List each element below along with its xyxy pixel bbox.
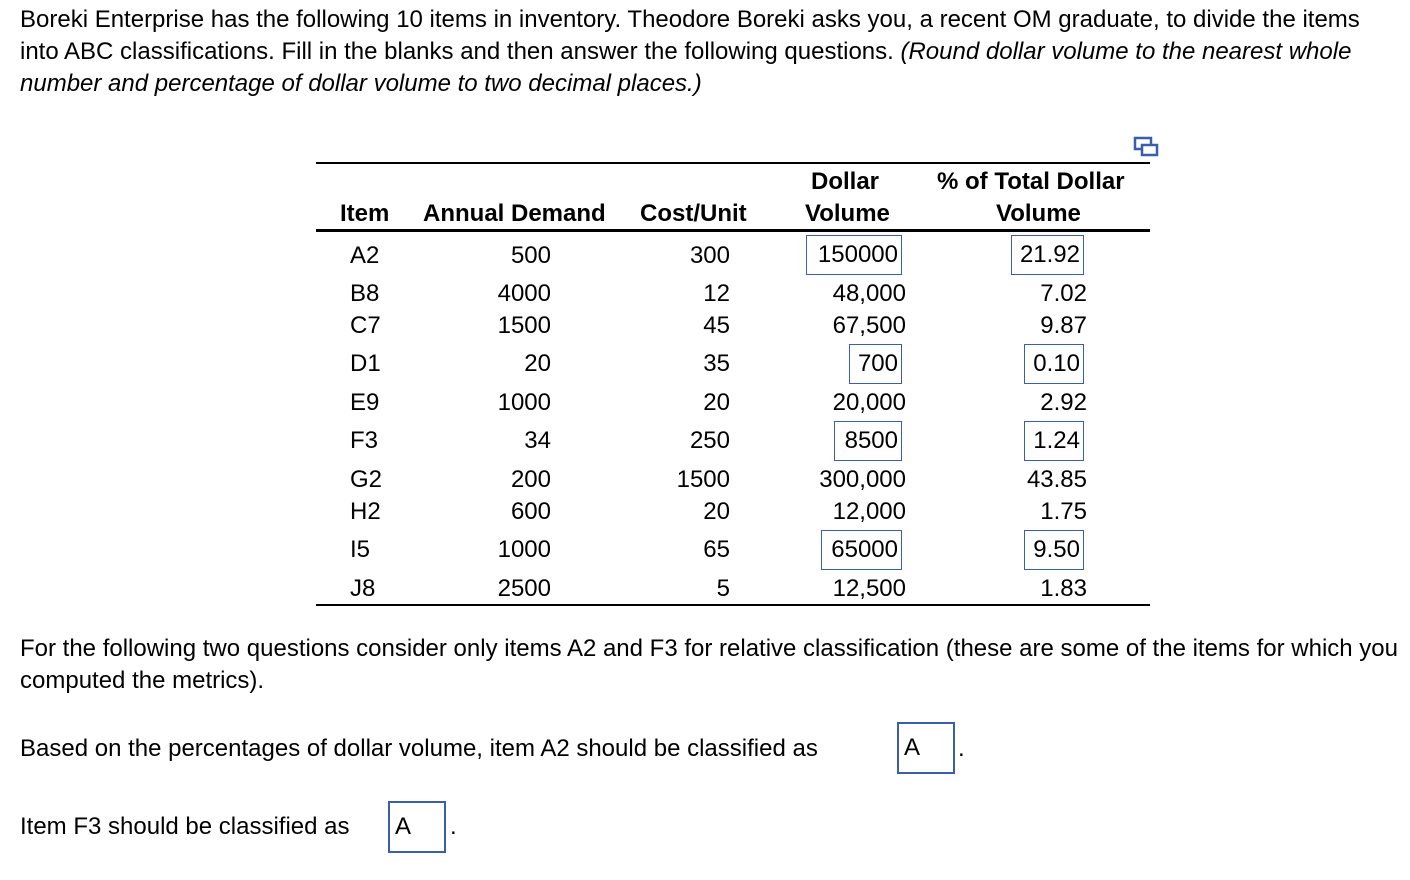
a2-classification-input[interactable]: A: [897, 722, 955, 774]
dollar-volume-cell: 48,000: [832, 280, 906, 307]
dollar-volume-cell: 12,000: [832, 498, 906, 525]
pct-volume-cell: 7.02: [1040, 280, 1087, 307]
question-a2-text: Based on the percentages of dollar volume, item A2 should be classified as: [20, 735, 818, 762]
question-f3-period: .: [450, 813, 457, 840]
table-top-rule: [316, 162, 1150, 164]
demand-cell: 200: [510, 466, 551, 493]
dollar-volume-cell: 20,000: [832, 389, 906, 416]
dollar-volume-input[interactable]: 65000: [821, 530, 902, 570]
cost-cell: 5: [716, 575, 730, 602]
dollar-volume-cell: 67,500: [832, 312, 906, 339]
pct-volume-input[interactable]: 21.92: [1011, 235, 1084, 275]
demand-cell: 34: [524, 427, 551, 454]
demand-cell: 20: [524, 350, 551, 377]
item-cell: A2: [350, 242, 380, 269]
header-pct-total: % of Total Dollar: [937, 168, 1125, 195]
pct-volume-cell: 2.92: [1040, 389, 1087, 416]
cost-cell: 65: [703, 536, 730, 563]
demand-cell: 600: [510, 498, 551, 525]
header-dollar: Dollar: [811, 168, 880, 195]
demand-cell: 1000: [497, 536, 551, 563]
cost-cell: 20: [703, 498, 730, 525]
item-cell: E9: [350, 389, 380, 416]
header-annual-demand: Annual Demand: [423, 200, 606, 227]
demand-cell: 2500: [497, 575, 551, 602]
dollar-volume-input[interactable]: 150000: [806, 235, 902, 275]
question-context: For the following two questions consider only items A2 and F3 for relative classification (these are some of the items for which you computed the metrics).: [20, 635, 1398, 694]
table-bottom-rule: [316, 604, 1150, 606]
item-cell: I5: [350, 536, 371, 563]
pct-volume-cell: 43.85: [1026, 466, 1087, 493]
header-dollar-volume: Volume: [805, 200, 890, 227]
pct-volume-cell: 9.87: [1040, 312, 1087, 339]
pct-volume-input[interactable]: 9.50: [1024, 530, 1084, 570]
cost-cell: 1500: [676, 466, 730, 493]
item-cell: F3: [350, 427, 379, 454]
dollar-volume-cell: 300,000: [819, 466, 906, 493]
item-cell: D1: [350, 350, 381, 377]
dollar-volume-cell: 12,500: [832, 575, 906, 602]
cost-cell: 300: [689, 242, 730, 269]
header-rule: [316, 229, 1150, 232]
demand-cell: 500: [510, 242, 551, 269]
cost-cell: 250: [689, 427, 730, 454]
rounding-note: (Round dollar volume to the nearest whole number and percentage of dollar volume to two decimal places.): [20, 38, 1352, 97]
item-cell: H2: [350, 498, 381, 525]
pct-volume-cell: 1.75: [1040, 498, 1087, 525]
pct-volume-input[interactable]: 1.24: [1024, 421, 1084, 461]
item-cell: G2: [350, 466, 383, 493]
header-cost-unit: Cost/Unit: [640, 200, 747, 227]
item-cell: B8: [350, 280, 380, 307]
pct-volume-input[interactable]: 0.10: [1024, 344, 1084, 384]
f3-classification-input[interactable]: A: [388, 801, 446, 853]
header-pct-volume: Volume: [996, 200, 1081, 227]
question-a2-period: .: [958, 735, 965, 762]
header-item: Item: [340, 200, 390, 227]
question-f3-text: Item F3 should be classified as: [20, 813, 350, 840]
dollar-volume-input[interactable]: 700: [849, 344, 902, 384]
problem-statement: [20, 4, 1405, 100]
demand-cell: 4000: [497, 280, 551, 307]
cost-cell: 12: [703, 280, 730, 307]
dollar-volume-input[interactable]: 8500: [834, 421, 902, 461]
cost-cell: 45: [703, 312, 730, 339]
problem-text: Boreki Enterprise has the following 10 items in inventory. Theodore Boreki asks you, a recent OM graduate, to divide the items into ABC classifications. Fill in the blanks and then answer the following questions.: [20, 6, 1360, 65]
demand-cell: 1500: [497, 312, 551, 339]
copy-icon[interactable]: [1133, 136, 1159, 158]
demand-cell: 1000: [497, 389, 551, 416]
cost-cell: 35: [703, 350, 730, 377]
cost-cell: 20: [703, 389, 730, 416]
item-cell: C7: [350, 312, 381, 339]
item-cell: J8: [350, 575, 376, 602]
pct-volume-cell: 1.83: [1040, 575, 1087, 602]
